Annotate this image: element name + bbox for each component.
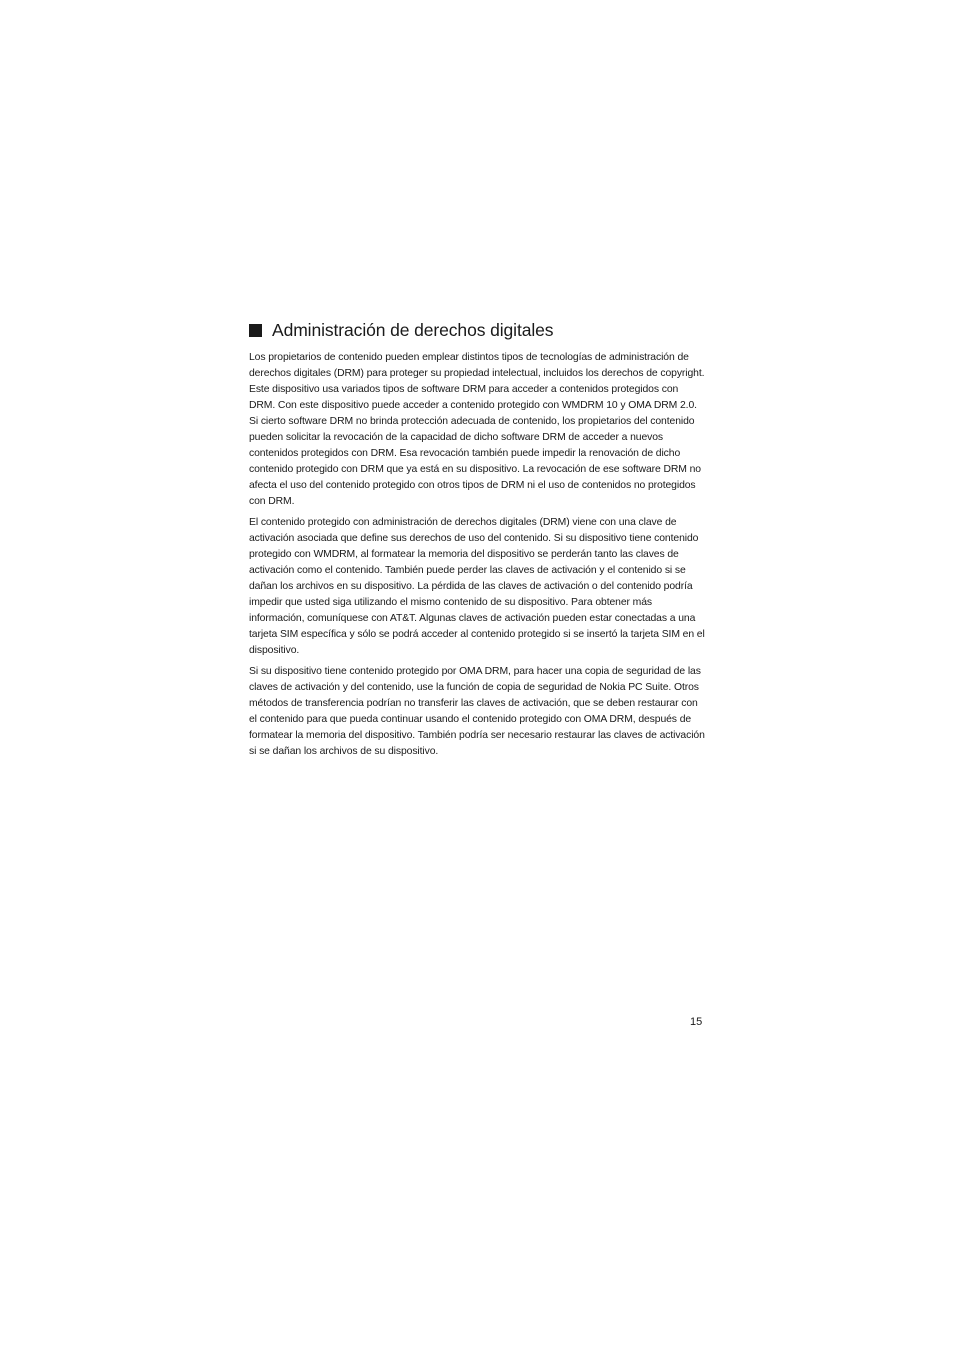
document-body [249,318,707,765]
paragraph-3: Si su dispositivo tiene contenido protegido por OMA DRM, para hacer una copia de seguridad de las claves de activación y del contenido, use la función de copia de seguridad de Nokia PC Suite. Otros métodos de transferencia podrían no transferir las claves de activación, que se deben restaurar con el contenido para que pueda continuar usando el contenido protegido con OMA DRM, después de formatear la memoria del dispositivo. También podría ser necesario restaurar las claves de activación si se dañan los archivos de su dispositivo. [249,666,705,757]
page-number: 15 [690,1016,703,1028]
square-bullet-icon [249,324,262,337]
section-title: Administración de derechos digitales [272,320,554,340]
paragraph-1: Los propietarios de contenido pueden emplear distintos tipos de tecnologías de administración de derechos digitales (DRM) para proteger su propiedad intelectual, incluidos los derechos de copyright. Este dispositivo usa variados tipos de software DRM para acceder a contenidos protegidos con DRM. Con este dispositivo puede acceder a contenido protegido con WMDRM 10 y OMA DRM 2.0. Si cierto software DRM no brinda protección adecuada de contenido, los propietarios del contenido pueden solicitar la revocación de la capacidad de dicho software DRM de acceder a nuevos contenidos protegidos con DRM. Esa revocación también puede impedir la renovación de dicho contenido protegido con DRM que ya está en su dispositivo. La revocación de ese software DRM no afecta el uso del contenido protegido con otros tipos de DRM ni el uso de contenidos no protegidos con DRM. [249,352,705,507]
section-heading [249,318,707,342]
paragraph-2: El contenido protegido con administración de derechos digitales (DRM) viene con una clave de activación asociada que define sus derechos de uso del contenido. Si su dispositivo tiene contenido protegido con WMDRM, al formatear la memoria del dispositivo se perderán tanto las claves de activación como el contenido. También puede perder las claves de activación y el contenido si se dañan los archivos en su dispositivo. La pérdida de las claves de activación o del contenido podría impedir que usted siga utilizando el mismo contenido de su dispositivo. Para obtener más información, comuníquese con AT&T. Algunas claves de activación pueden estar conectadas a una tarjeta SIM específica y sólo se podrá acceder al contenido protegido si se insertó la tarjeta SIM en el dispositivo. [249,517,705,656]
